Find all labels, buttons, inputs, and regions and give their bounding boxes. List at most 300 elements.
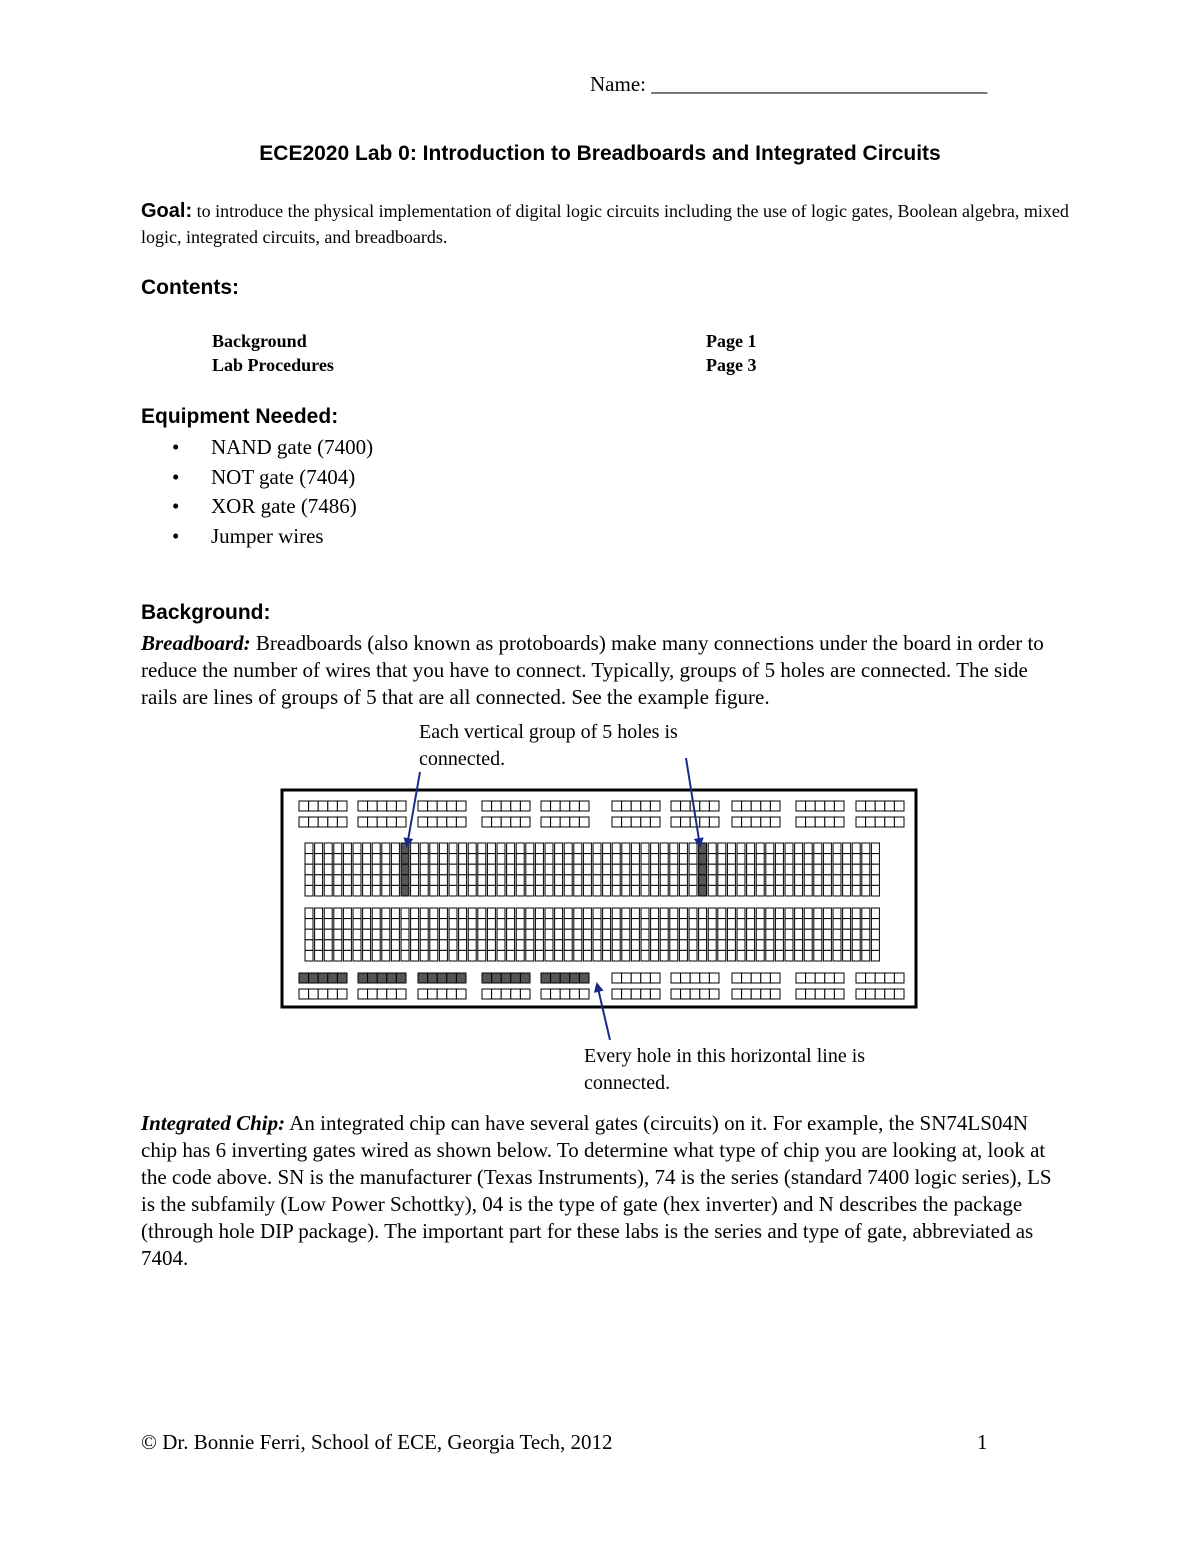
breadboard-hole <box>439 919 447 930</box>
equipment-heading: Equipment Needed: <box>141 405 339 428</box>
breadboard-hole <box>631 801 641 811</box>
breadboard-hole <box>708 864 716 875</box>
breadboard-hole <box>852 843 860 854</box>
breadboard-hole <box>856 817 866 827</box>
breadboard-hole <box>814 950 822 961</box>
breadboard-hole <box>593 854 601 865</box>
breadboard-hole <box>679 929 687 940</box>
breadboard-hole <box>430 908 438 919</box>
breadboard-hole <box>795 940 803 951</box>
breadboard-hole <box>439 929 447 940</box>
breadboard-hole <box>718 854 726 865</box>
breadboard-hole <box>700 801 710 811</box>
breadboard-hole <box>353 950 361 961</box>
breadboard-hole <box>497 875 505 886</box>
breadboard-hole <box>681 989 691 999</box>
breadboard-hole <box>430 875 438 886</box>
breadboard-hole <box>305 854 313 865</box>
toc-section: Lab Procedures <box>212 355 334 375</box>
breadboard-hole <box>785 940 793 951</box>
breadboard-hole <box>391 940 399 951</box>
breadboard-hole <box>382 950 390 961</box>
breadboard-hole <box>579 989 589 999</box>
breadboard-hole <box>497 864 505 875</box>
breadboard-hole <box>785 919 793 930</box>
breadboard-hole <box>401 919 409 930</box>
breadboard-hole <box>814 885 822 896</box>
breadboard-hole <box>833 940 841 951</box>
breadboard-hole <box>420 950 428 961</box>
breadboard-hole <box>679 940 687 951</box>
breadboard-hole <box>318 801 328 811</box>
breadboard-hole <box>650 817 660 827</box>
breadboard-hole <box>651 864 659 875</box>
breadboard-hole <box>833 919 841 930</box>
breadboard-hole <box>501 973 511 983</box>
breadboard-hole <box>574 940 582 951</box>
breadboard-hole <box>456 973 466 983</box>
breadboard-hole <box>756 940 764 951</box>
breadboard-hole <box>574 854 582 865</box>
breadboard-hole <box>670 843 678 854</box>
breadboard-hole <box>430 854 438 865</box>
breadboard-hole <box>631 885 639 896</box>
breadboard-hole <box>612 864 620 875</box>
breadboard-hole <box>334 950 342 961</box>
breadboard-hole <box>358 989 368 999</box>
breadboard-hole <box>699 919 707 930</box>
breadboard-hole <box>299 801 309 811</box>
breadboard-hole <box>318 817 328 827</box>
breadboard-hole <box>825 973 835 983</box>
breadboard-hole <box>401 950 409 961</box>
breadboard-hole <box>815 989 825 999</box>
breadboard-hole <box>815 801 825 811</box>
breadboard-hole <box>690 973 700 983</box>
breadboard-hole <box>894 973 904 983</box>
breadboard-hole <box>545 864 553 875</box>
breadboard-hole <box>555 940 563 951</box>
breadboard-hole <box>660 929 668 940</box>
breadboard-hole <box>551 817 561 827</box>
breadboard-hole <box>334 885 342 896</box>
breadboard-hole <box>437 989 447 999</box>
breadboard-hole <box>487 950 495 961</box>
breadboard-hole <box>751 801 761 811</box>
breadboard-hole <box>478 864 486 875</box>
breadboard-hole <box>439 885 447 896</box>
breadboard-hole <box>825 801 835 811</box>
breadboard-hole <box>795 919 803 930</box>
breadboard-hole <box>862 950 870 961</box>
breadboard-hole <box>603 854 611 865</box>
breadboard-hole <box>593 864 601 875</box>
breadboard-hole <box>834 801 844 811</box>
breadboard-hole <box>622 919 630 930</box>
breadboard-hole <box>651 950 659 961</box>
breadboard-hole <box>804 929 812 940</box>
breadboard-hole <box>796 989 806 999</box>
breadboard-hole <box>459 875 467 886</box>
breadboard-hole <box>439 864 447 875</box>
breadboard-hole <box>459 929 467 940</box>
breadboard-hole <box>501 989 511 999</box>
breadboard-hole <box>804 854 812 865</box>
breadboard-hole <box>449 908 457 919</box>
breadboard-hole <box>428 989 438 999</box>
breadboard-hole <box>593 885 601 896</box>
breadboard-hole <box>747 940 755 951</box>
breadboard-hole <box>501 817 511 827</box>
breadboard-hole <box>775 919 783 930</box>
breadboard-hole <box>545 843 553 854</box>
breadboard-hole <box>708 875 716 886</box>
breadboard-hole <box>641 854 649 865</box>
breadboard-hole <box>468 854 476 865</box>
breadboard-hole <box>324 929 332 940</box>
breadboard-hole <box>391 950 399 961</box>
breadboard-hole <box>761 989 771 999</box>
breadboard-hole <box>447 817 457 827</box>
breadboard-hole <box>862 919 870 930</box>
breadboard-hole <box>420 929 428 940</box>
breadboard-hole <box>324 919 332 930</box>
breadboard-hole <box>670 864 678 875</box>
breadboard-hole <box>382 940 390 951</box>
breadboard-hole <box>305 929 313 940</box>
breadboard-hole <box>564 950 572 961</box>
breadboard-hole <box>885 989 895 999</box>
breadboard-hole <box>670 940 678 951</box>
breadboard-hole <box>497 919 505 930</box>
breadboard-hole <box>727 929 735 940</box>
breadboard-hole <box>468 885 476 896</box>
breadboard-hole <box>353 875 361 886</box>
breadboard-hole <box>670 950 678 961</box>
breadboard-hole <box>497 854 505 865</box>
breadboard-hole <box>651 854 659 865</box>
breadboard-hole <box>574 929 582 940</box>
breadboard-hole <box>843 929 851 940</box>
breadboard-hole <box>391 875 399 886</box>
breadboard-hole <box>459 950 467 961</box>
breadboard-hole <box>564 875 572 886</box>
breadboard-hole <box>852 908 860 919</box>
breadboard-hole <box>660 908 668 919</box>
breadboard-hole <box>468 864 476 875</box>
breadboard-hole <box>516 929 524 940</box>
breadboard-hole <box>862 854 870 865</box>
breadboard-hole <box>334 919 342 930</box>
breadboard-hole <box>641 864 649 875</box>
breadboard-hole <box>852 854 860 865</box>
breadboard-hole <box>866 989 876 999</box>
breadboard-hole <box>612 875 620 886</box>
breadboard-hole <box>699 929 707 940</box>
breadboard-hole <box>555 950 563 961</box>
breadboard-hole <box>795 854 803 865</box>
breadboard-hole <box>437 817 447 827</box>
breadboard-hole <box>541 817 551 827</box>
breadboard-hole <box>353 854 361 865</box>
breadboard-hole <box>708 919 716 930</box>
breadboard-hole <box>430 940 438 951</box>
breadboard-hole <box>718 950 726 961</box>
breadboard-hole <box>756 875 764 886</box>
breadboard-hole <box>526 843 534 854</box>
breadboard-hole <box>875 801 885 811</box>
breadboard-hole <box>478 854 486 865</box>
chip-text: An integrated chip can have several gates (circuits) on it. For example, the SN74LS04N chip has 6 inverting gates wired as shown below. To determine what type of chip you are looking at, look at the code above. SN is the manufacturer (Texas Instruments), 74 is the series (standard 7400 logic series), LS is the subfamily (Low Power Schottky), 04 is the type of gate (hex inverter) and N describes the package (through hole DIP package). The important part for these labs is the series and type of gate, abbreviated as 7404. <box>141 1111 1052 1270</box>
breadboard-hole <box>372 875 380 886</box>
breadboard-hole <box>555 875 563 886</box>
breadboard-hole <box>545 929 553 940</box>
breadboard-hole <box>775 864 783 875</box>
breadboard-hole <box>482 989 492 999</box>
breadboard-hole <box>411 885 419 896</box>
breadboard-hole <box>775 908 783 919</box>
breadboard-hole <box>679 919 687 930</box>
breadboard-hole <box>299 989 309 999</box>
document-title: ECE2020 Lab 0: Introduction to Breadboards and Integrated Circuits <box>259 142 941 165</box>
breadboard-hole <box>622 854 630 865</box>
breadboard-hole <box>520 801 530 811</box>
breadboard-hole <box>437 973 447 983</box>
breadboard-hole <box>679 950 687 961</box>
breadboard-hole <box>875 817 885 827</box>
breadboard-hole <box>401 908 409 919</box>
breadboard-hole <box>871 919 879 930</box>
breadboard-hole <box>468 950 476 961</box>
breadboard-hole <box>823 875 831 886</box>
breadboard-hole <box>751 817 761 827</box>
breadboard-hole <box>526 950 534 961</box>
breadboard-hole <box>894 801 904 811</box>
breadboard-hole <box>747 885 755 896</box>
equipment-item: NOT gate (7404) <box>211 464 356 489</box>
breadboard-hole <box>612 989 622 999</box>
breadboard-hole <box>449 864 457 875</box>
breadboard-hole <box>391 919 399 930</box>
breadboard-hole <box>343 885 351 896</box>
breadboard-hole <box>324 908 332 919</box>
callout-horizontal-line: Every hole in this horizontal line is connected. <box>584 1045 866 1094</box>
breadboard-hole <box>574 885 582 896</box>
breadboard-hole <box>795 875 803 886</box>
breadboard-hole <box>387 817 397 827</box>
breadboard-hole <box>603 875 611 886</box>
breadboard-hole <box>823 950 831 961</box>
breadboard-hole <box>382 908 390 919</box>
breadboard-hole <box>468 843 476 854</box>
breadboard-hole <box>660 875 668 886</box>
breadboard-hole <box>709 973 719 983</box>
breadboard-hole <box>501 801 511 811</box>
breadboard-hole <box>535 950 543 961</box>
breadboard-hole <box>449 950 457 961</box>
breadboard-hole <box>372 940 380 951</box>
breadboard-hole <box>833 950 841 961</box>
breadboard-hole <box>468 940 476 951</box>
footer-copyright: © Dr. Bonnie Ferri, School of ECE, Georgia Tech, 2012 <box>141 1430 613 1454</box>
breadboard-hole <box>315 854 323 865</box>
breadboard-hole <box>507 950 515 961</box>
breadboard-hole <box>823 854 831 865</box>
breadboard-hole <box>430 864 438 875</box>
breadboard-hole <box>545 854 553 865</box>
breadboard-hole <box>852 950 860 961</box>
breadboard-hole <box>862 908 870 919</box>
breadboard-hole <box>411 843 419 854</box>
breadboard-hole <box>689 940 697 951</box>
breadboard-hole <box>747 929 755 940</box>
breadboard-hole <box>516 875 524 886</box>
breadboard-hole <box>324 854 332 865</box>
breadboard-hole <box>507 843 515 854</box>
breadboard-hole <box>641 908 649 919</box>
equipment-item: Jumper wires <box>211 523 324 548</box>
breadboard-hole <box>456 801 466 811</box>
breadboard-hole <box>535 854 543 865</box>
breadboard-hole <box>420 940 428 951</box>
breadboard-hole <box>437 801 447 811</box>
name-field-line: Name: ________________________________ <box>590 72 988 96</box>
breadboard-hole <box>603 950 611 961</box>
breadboard-hole <box>372 908 380 919</box>
breadboard-hole <box>420 875 428 886</box>
breadboard-hole <box>487 929 495 940</box>
breadboard-hole <box>833 875 841 886</box>
breadboard-hole <box>871 908 879 919</box>
breadboard-hole <box>718 940 726 951</box>
breadboard-hole <box>727 854 735 865</box>
callout-vertical-group: Each vertical group of 5 holes is connected. <box>419 721 678 770</box>
breadboard-hole <box>382 929 390 940</box>
breadboard-hole <box>545 875 553 886</box>
breadboard-hole <box>583 940 591 951</box>
breadboard-hole <box>305 843 313 854</box>
breadboard-hole <box>439 875 447 886</box>
breadboard-hole <box>862 875 870 886</box>
breadboard-hole <box>885 817 895 827</box>
breadboard-hole <box>535 875 543 886</box>
breadboard-hole <box>516 919 524 930</box>
breadboard-hole <box>420 843 428 854</box>
breadboard-hole <box>353 908 361 919</box>
breadboard-hole <box>814 940 822 951</box>
breadboard-hole <box>751 973 761 983</box>
breadboard-hole <box>612 929 620 940</box>
breadboard-hole <box>709 801 719 811</box>
breadboard-hole <box>526 854 534 865</box>
breadboard-hole <box>516 864 524 875</box>
breadboard-hole <box>622 908 630 919</box>
breadboard-hole <box>507 875 515 886</box>
breadboard-hole <box>401 864 409 875</box>
breadboard-hole <box>583 864 591 875</box>
breadboard-hole <box>315 885 323 896</box>
breadboard-hole <box>363 950 371 961</box>
breadboard-hole <box>593 843 601 854</box>
breadboard-hole <box>579 801 589 811</box>
breadboard-hole <box>396 989 406 999</box>
breadboard-hole <box>833 885 841 896</box>
breadboard-hole <box>708 929 716 940</box>
breadboard-hole <box>833 929 841 940</box>
breadboard-hole <box>814 854 822 865</box>
breadboard-hole <box>727 875 735 886</box>
breadboard-hole <box>309 989 319 999</box>
breadboard-hole <box>641 929 649 940</box>
breadboard-hole <box>449 940 457 951</box>
breadboard-hole <box>833 843 841 854</box>
breadboard-hole <box>708 843 716 854</box>
breadboard-hole <box>516 843 524 854</box>
breadboard-hole <box>305 950 313 961</box>
breadboard-hole <box>574 875 582 886</box>
breadboard-hole <box>795 885 803 896</box>
breadboard-hole <box>487 919 495 930</box>
breadboard-hole <box>823 919 831 930</box>
breadboard-hole <box>343 908 351 919</box>
breadboard-hole <box>459 919 467 930</box>
breadboard-hole <box>328 817 338 827</box>
breadboard-hole <box>718 885 726 896</box>
breadboard-hole <box>315 843 323 854</box>
breadboard-hole <box>689 864 697 875</box>
breadboard-hole <box>401 940 409 951</box>
breadboard-hole <box>894 989 904 999</box>
breadboard-hole <box>699 885 707 896</box>
breadboard-hole <box>382 919 390 930</box>
breadboard-hole <box>564 854 572 865</box>
breadboard-hole <box>391 929 399 940</box>
breadboard-hole <box>535 864 543 875</box>
breadboard-hole <box>843 875 851 886</box>
breadboard-hole <box>387 989 397 999</box>
breadboard-hole <box>507 940 515 951</box>
breadboard-hole <box>660 843 668 854</box>
breadboard-hole <box>670 908 678 919</box>
breadboard-hole <box>670 875 678 886</box>
breadboard-hole <box>641 919 649 930</box>
breadboard-hole <box>641 989 651 999</box>
breadboard-hole <box>622 929 630 940</box>
breadboard-hole <box>456 817 466 827</box>
breadboard-hole <box>681 801 691 811</box>
breadboard-hole <box>737 919 745 930</box>
breadboard-hole <box>482 817 492 827</box>
breadboard-hole <box>834 973 844 983</box>
breadboard-hole <box>492 989 502 999</box>
breadboard-hole <box>732 801 742 811</box>
breadboard-hole <box>775 854 783 865</box>
breadboard-hole <box>560 817 570 827</box>
breadboard-hole <box>651 875 659 886</box>
breadboard-hole <box>852 929 860 940</box>
breadboard-hole <box>603 864 611 875</box>
breadboard-hole <box>718 929 726 940</box>
breadboard-hole <box>651 940 659 951</box>
breadboard-hole <box>742 973 752 983</box>
breadboard-hole <box>564 940 572 951</box>
breadboard-hole <box>507 929 515 940</box>
breadboard-hole <box>875 989 885 999</box>
breadboard-hole <box>456 989 466 999</box>
breadboard-hole <box>478 950 486 961</box>
breadboard-hole <box>305 864 313 875</box>
breadboard-hole <box>593 919 601 930</box>
